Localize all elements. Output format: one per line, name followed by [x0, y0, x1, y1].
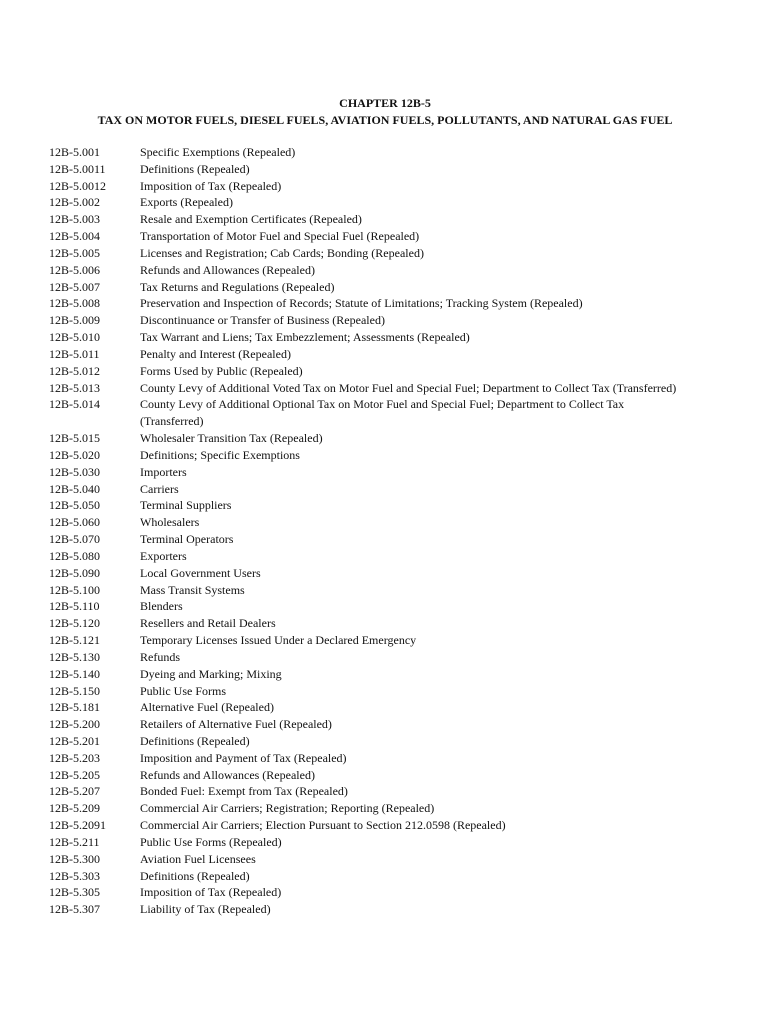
rule-title: Tax Returns and Regulations (Repealed) [140, 279, 335, 294]
rule-title: Wholesaler Transition Tax (Repealed) [140, 431, 323, 446]
rule-row [49, 161, 739, 178]
chapter-title: TAX ON MOTOR FUELS, DIESEL FUELS, AVIATION FUELS, POLLUTANTS, AND NATURAL GAS FUEL [97, 113, 673, 127]
rule-number: 12B-5.140 [49, 666, 100, 681]
rule-number: 12B-5.2091 [49, 818, 106, 833]
rule-number: 12B-5.303 [49, 868, 100, 883]
rule-number: 12B-5.207 [49, 784, 100, 799]
rule-list [49, 144, 739, 918]
rule-number: 12B-5.030 [49, 464, 100, 479]
rule-title: Tax Warrant and Liens; Tax Embezzlement; Assessments (Repealed) [140, 330, 470, 345]
rule-title: Retailers of Alternative Fuel (Repealed) [140, 717, 332, 732]
rule-title: Blenders [140, 599, 183, 614]
rule-row [49, 615, 739, 632]
rule-row [49, 346, 739, 363]
rule-number: 12B-5.121 [49, 633, 100, 648]
rule-number-spacer [49, 413, 140, 430]
rule-number: 12B-5.205 [49, 767, 100, 782]
rule-title: Wholesalers [140, 515, 200, 530]
rule-title: Dyeing and Marking; Mixing [140, 666, 282, 681]
rule-number: 12B-5.110 [49, 599, 100, 614]
rule-row [49, 481, 739, 498]
rule-number: 12B-5.080 [49, 548, 100, 563]
rule-title-continuation: (Transferred) [140, 414, 204, 429]
rule-row [49, 396, 739, 413]
rule-title: Alternative Fuel (Repealed) [140, 700, 274, 715]
rule-title: Definitions (Repealed) [140, 161, 250, 176]
rule-row [49, 279, 739, 296]
rule-row [49, 514, 739, 531]
rule-row [49, 750, 739, 767]
rule-number: 12B-5.040 [49, 481, 100, 496]
rule-number: 12B-5.003 [49, 212, 100, 227]
rule-number: 12B-5.0011 [49, 161, 106, 176]
rule-title: Public Use Forms (Repealed) [140, 834, 282, 849]
rule-number: 12B-5.012 [49, 363, 100, 378]
rule-number: 12B-5.203 [49, 750, 100, 765]
rule-title: Commercial Air Carriers; Registration; Reporting (Repealed) [140, 801, 435, 816]
rule-title: Resale and Exemption Certificates (Repealed) [140, 212, 362, 227]
rule-title: Carriers [140, 481, 179, 496]
rule-title: Licenses and Registration; Cab Cards; Bonding (Repealed) [140, 245, 424, 260]
rule-number: 12B-5.004 [49, 229, 100, 244]
rule-row [49, 497, 739, 514]
rule-row [49, 262, 739, 279]
rule-title: Bonded Fuel: Exempt from Tax (Repealed) [140, 784, 348, 799]
rule-number: 12B-5.014 [49, 397, 100, 412]
rule-title: Definitions (Repealed) [140, 868, 250, 883]
rule-row [49, 178, 739, 195]
rule-number: 12B-5.013 [49, 380, 100, 395]
rule-title: Forms Used by Public (Repealed) [140, 363, 303, 378]
rule-title: Refunds [140, 649, 180, 664]
rule-title: Commercial Air Carriers; Election Pursuant to Section 212.0598 (Repealed) [140, 818, 506, 833]
rule-number: 12B-5.209 [49, 801, 100, 816]
rule-number: 12B-5.201 [49, 733, 100, 748]
rule-number: 12B-5.200 [49, 717, 100, 732]
chapter-heading: CHAPTER 12B-5 [339, 96, 431, 110]
rule-row [49, 834, 739, 851]
rule-title: Imposition of Tax (Repealed) [140, 178, 282, 193]
rule-title: County Levy of Additional Optional Tax on Motor Fuel and Special Fuel; Department to Collect Tax [140, 397, 625, 412]
rule-number: 12B-5.001 [49, 145, 100, 159]
rule-title: County Levy of Additional Voted Tax on Motor Fuel and Special Fuel; Department to Collect Tax (Transferred) [140, 380, 677, 395]
rule-number: 12B-5.181 [49, 700, 100, 715]
rule-number: 12B-5.307 [49, 902, 100, 917]
rule-number: 12B-5.130 [49, 649, 100, 664]
rule-title: Aviation Fuel Licensees [140, 851, 256, 866]
rule-number: 12B-5.009 [49, 313, 100, 328]
rule-row [49, 649, 739, 666]
rule-title: Definitions (Repealed) [140, 733, 250, 748]
rule-title: Terminal Operators [140, 532, 234, 547]
rule-number: 12B-5.150 [49, 683, 100, 698]
rule-row [49, 464, 739, 481]
rule-title: Imposition and Payment of Tax (Repealed) [140, 750, 347, 765]
rule-title: Refunds and Allowances (Repealed) [140, 262, 315, 277]
rule-title: Preservation and Inspection of Records; Statute of Limitations; Tracking System (Repealed) [140, 296, 583, 311]
rule-number: 12B-5.211 [49, 834, 100, 849]
rule-row [49, 632, 739, 649]
rule-title: Transportation of Motor Fuel and Special Fuel (Repealed) [140, 229, 420, 244]
rule-row [49, 548, 739, 565]
rule-row [49, 531, 739, 548]
rule-row [49, 447, 739, 464]
rule-title: Imposition of Tax (Repealed) [140, 885, 282, 900]
rule-row [49, 380, 739, 397]
rule-row [49, 666, 739, 683]
rule-number: 12B-5.100 [49, 582, 100, 597]
rule-row [49, 582, 739, 599]
rule-row [49, 783, 739, 800]
rule-title: Exporters [140, 548, 187, 563]
rule-title: Mass Transit Systems [140, 582, 245, 597]
rule-title: Specific Exemptions (Repealed) [140, 145, 296, 159]
rule-number: 12B-5.005 [49, 245, 100, 260]
rule-row [49, 884, 739, 901]
rule-row [49, 901, 739, 918]
rule-title: Definitions; Specific Exemptions [140, 447, 300, 462]
rule-number: 12B-5.060 [49, 515, 100, 530]
rule-title: Liability of Tax (Repealed) [140, 902, 271, 917]
rule-number: 12B-5.305 [49, 885, 100, 900]
rule-number: 12B-5.090 [49, 565, 100, 580]
rule-title: Public Use Forms [140, 683, 227, 698]
rule-title: Resellers and Retail Dealers [140, 616, 276, 631]
rule-title: Importers [140, 464, 187, 479]
rule-title: Terminal Suppliers [140, 498, 232, 513]
rule-row [49, 228, 739, 245]
rule-row [49, 817, 739, 834]
rule-number: 12B-5.010 [49, 330, 100, 345]
rule-row [49, 312, 739, 329]
rule-row-continuation [49, 413, 739, 430]
rule-row [49, 363, 739, 380]
rule-row [49, 800, 739, 817]
rule-row [49, 295, 739, 312]
rule-row [49, 851, 739, 868]
rule-row [49, 699, 739, 716]
rule-row [49, 194, 739, 211]
rule-row [49, 868, 739, 885]
rule-title: Penalty and Interest (Repealed) [140, 346, 291, 361]
rule-number: 12B-5.0012 [49, 178, 106, 193]
rule-title: Local Government Users [140, 565, 261, 580]
rule-title: Temporary Licenses Issued Under a Declared Emergency [140, 633, 417, 648]
rule-title: Discontinuance or Transfer of Business (Repealed) [140, 313, 385, 328]
rule-number: 12B-5.007 [49, 279, 100, 294]
rule-number: 12B-5.120 [49, 616, 100, 631]
rule-number: 12B-5.020 [49, 447, 100, 462]
rule-title: Exports (Repealed) [140, 195, 233, 210]
rule-number: 12B-5.015 [49, 431, 100, 446]
rule-number: 12B-5.006 [49, 262, 100, 277]
rule-row [49, 767, 739, 784]
rule-row [49, 598, 739, 615]
rule-title: Refunds and Allowances (Repealed) [140, 767, 315, 782]
rule-number: 12B-5.008 [49, 296, 100, 311]
rule-row [49, 565, 739, 582]
rule-number: 12B-5.002 [49, 195, 100, 210]
rule-number: 12B-5.050 [49, 498, 100, 513]
rule-row [49, 329, 739, 346]
rule-row [49, 716, 739, 733]
rule-row [49, 211, 739, 228]
rule-row [49, 733, 739, 750]
rule-row [49, 245, 739, 262]
rule-row [49, 683, 739, 700]
rule-number: 12B-5.300 [49, 851, 100, 866]
rule-number: 12B-5.011 [49, 346, 100, 361]
rule-row [49, 430, 739, 447]
rule-row [49, 144, 739, 161]
rule-number: 12B-5.070 [49, 532, 100, 547]
